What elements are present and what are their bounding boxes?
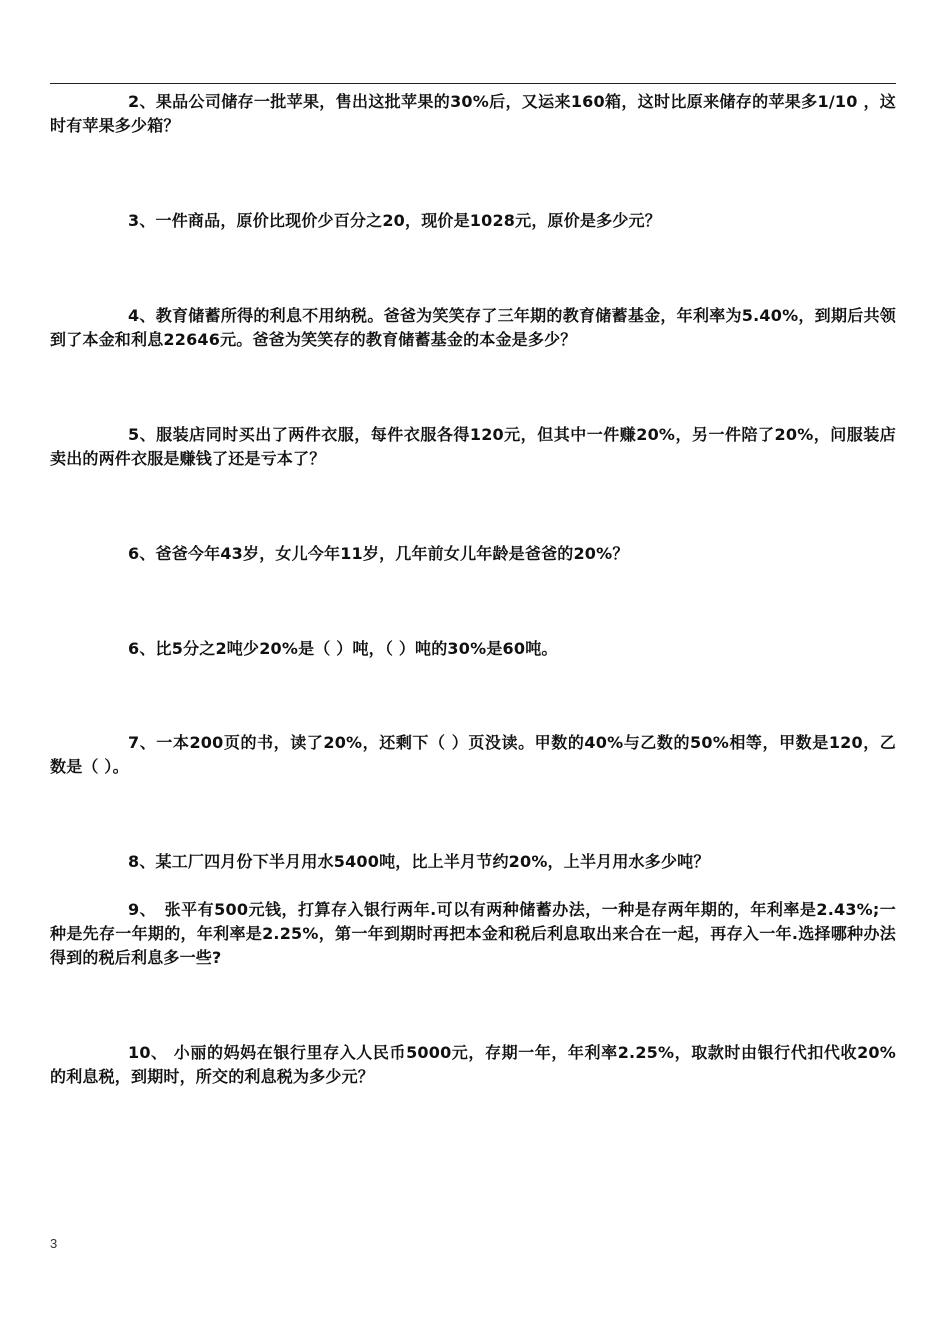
page-number: 3 xyxy=(50,1236,58,1251)
header-rule xyxy=(50,83,896,84)
problem-3: 3、一件商品，原价比现价少百分之20，现价是1028元，原价是多少元？ xyxy=(128,211,661,230)
problem-6b: 6、比5分之2吨少20%是（ ）吨，（ ）吨的30%是60吨。 xyxy=(128,639,558,658)
problem-4: 4、教育储蓄所得的利息不用纳税。爸爸为笑笑存了三年期的教育储蓄基金，年利率为5.40%，到期后共领到了本金和利息22646元。爸爸为笑笑存的教育储蓄基金的本金是多少？ xyxy=(50,306,896,349)
problem-7: 7、一本200页的书，读了20%，还剩下（ ）页没读。甲数的40%与乙数的50%相等，甲数是120，乙数是（ ）。 xyxy=(50,733,896,776)
problem-5: 5、服装店同时买出了两件衣服，每件衣服各得120元，但其中一件赚20%，另一件陪了20%，问服装店卖出的两件衣服是赚钱了还是亏本了？ xyxy=(50,425,896,468)
problem-10: 10、 小丽的妈妈在银行里存入人民币5000元，存期一年，年利率2.25%，取款时由银行代扣代收20%的利息税，到期时，所交的利息税为多少元？ xyxy=(50,1043,896,1086)
problem-8: 8、某工厂四月份下半月用水5400吨，比上半月节约20%，上半月用水多少吨？ xyxy=(128,852,710,871)
problem-6a: 6、爸爸今年43岁，女儿今年11岁，几年前女儿年龄是爸爸的20%？ xyxy=(128,544,629,563)
problem-9: 9、 张平有500元钱，打算存入银行两年.可以有两种储蓄办法，一种是存两年期的，年利率是2.43%;一种是先存一年期的，年利率是2.25%，第一年到期时再把本金和税后利息取出来合在一起，再存入一年.选择哪种办法得到的税后利息多一些? xyxy=(50,900,896,967)
problem-2: 2、果品公司储存一批苹果，售出这批苹果的30%后，又运来160箱，这时比原来储存的苹果多1/10 ，这时有苹果多少箱？ xyxy=(50,92,896,135)
